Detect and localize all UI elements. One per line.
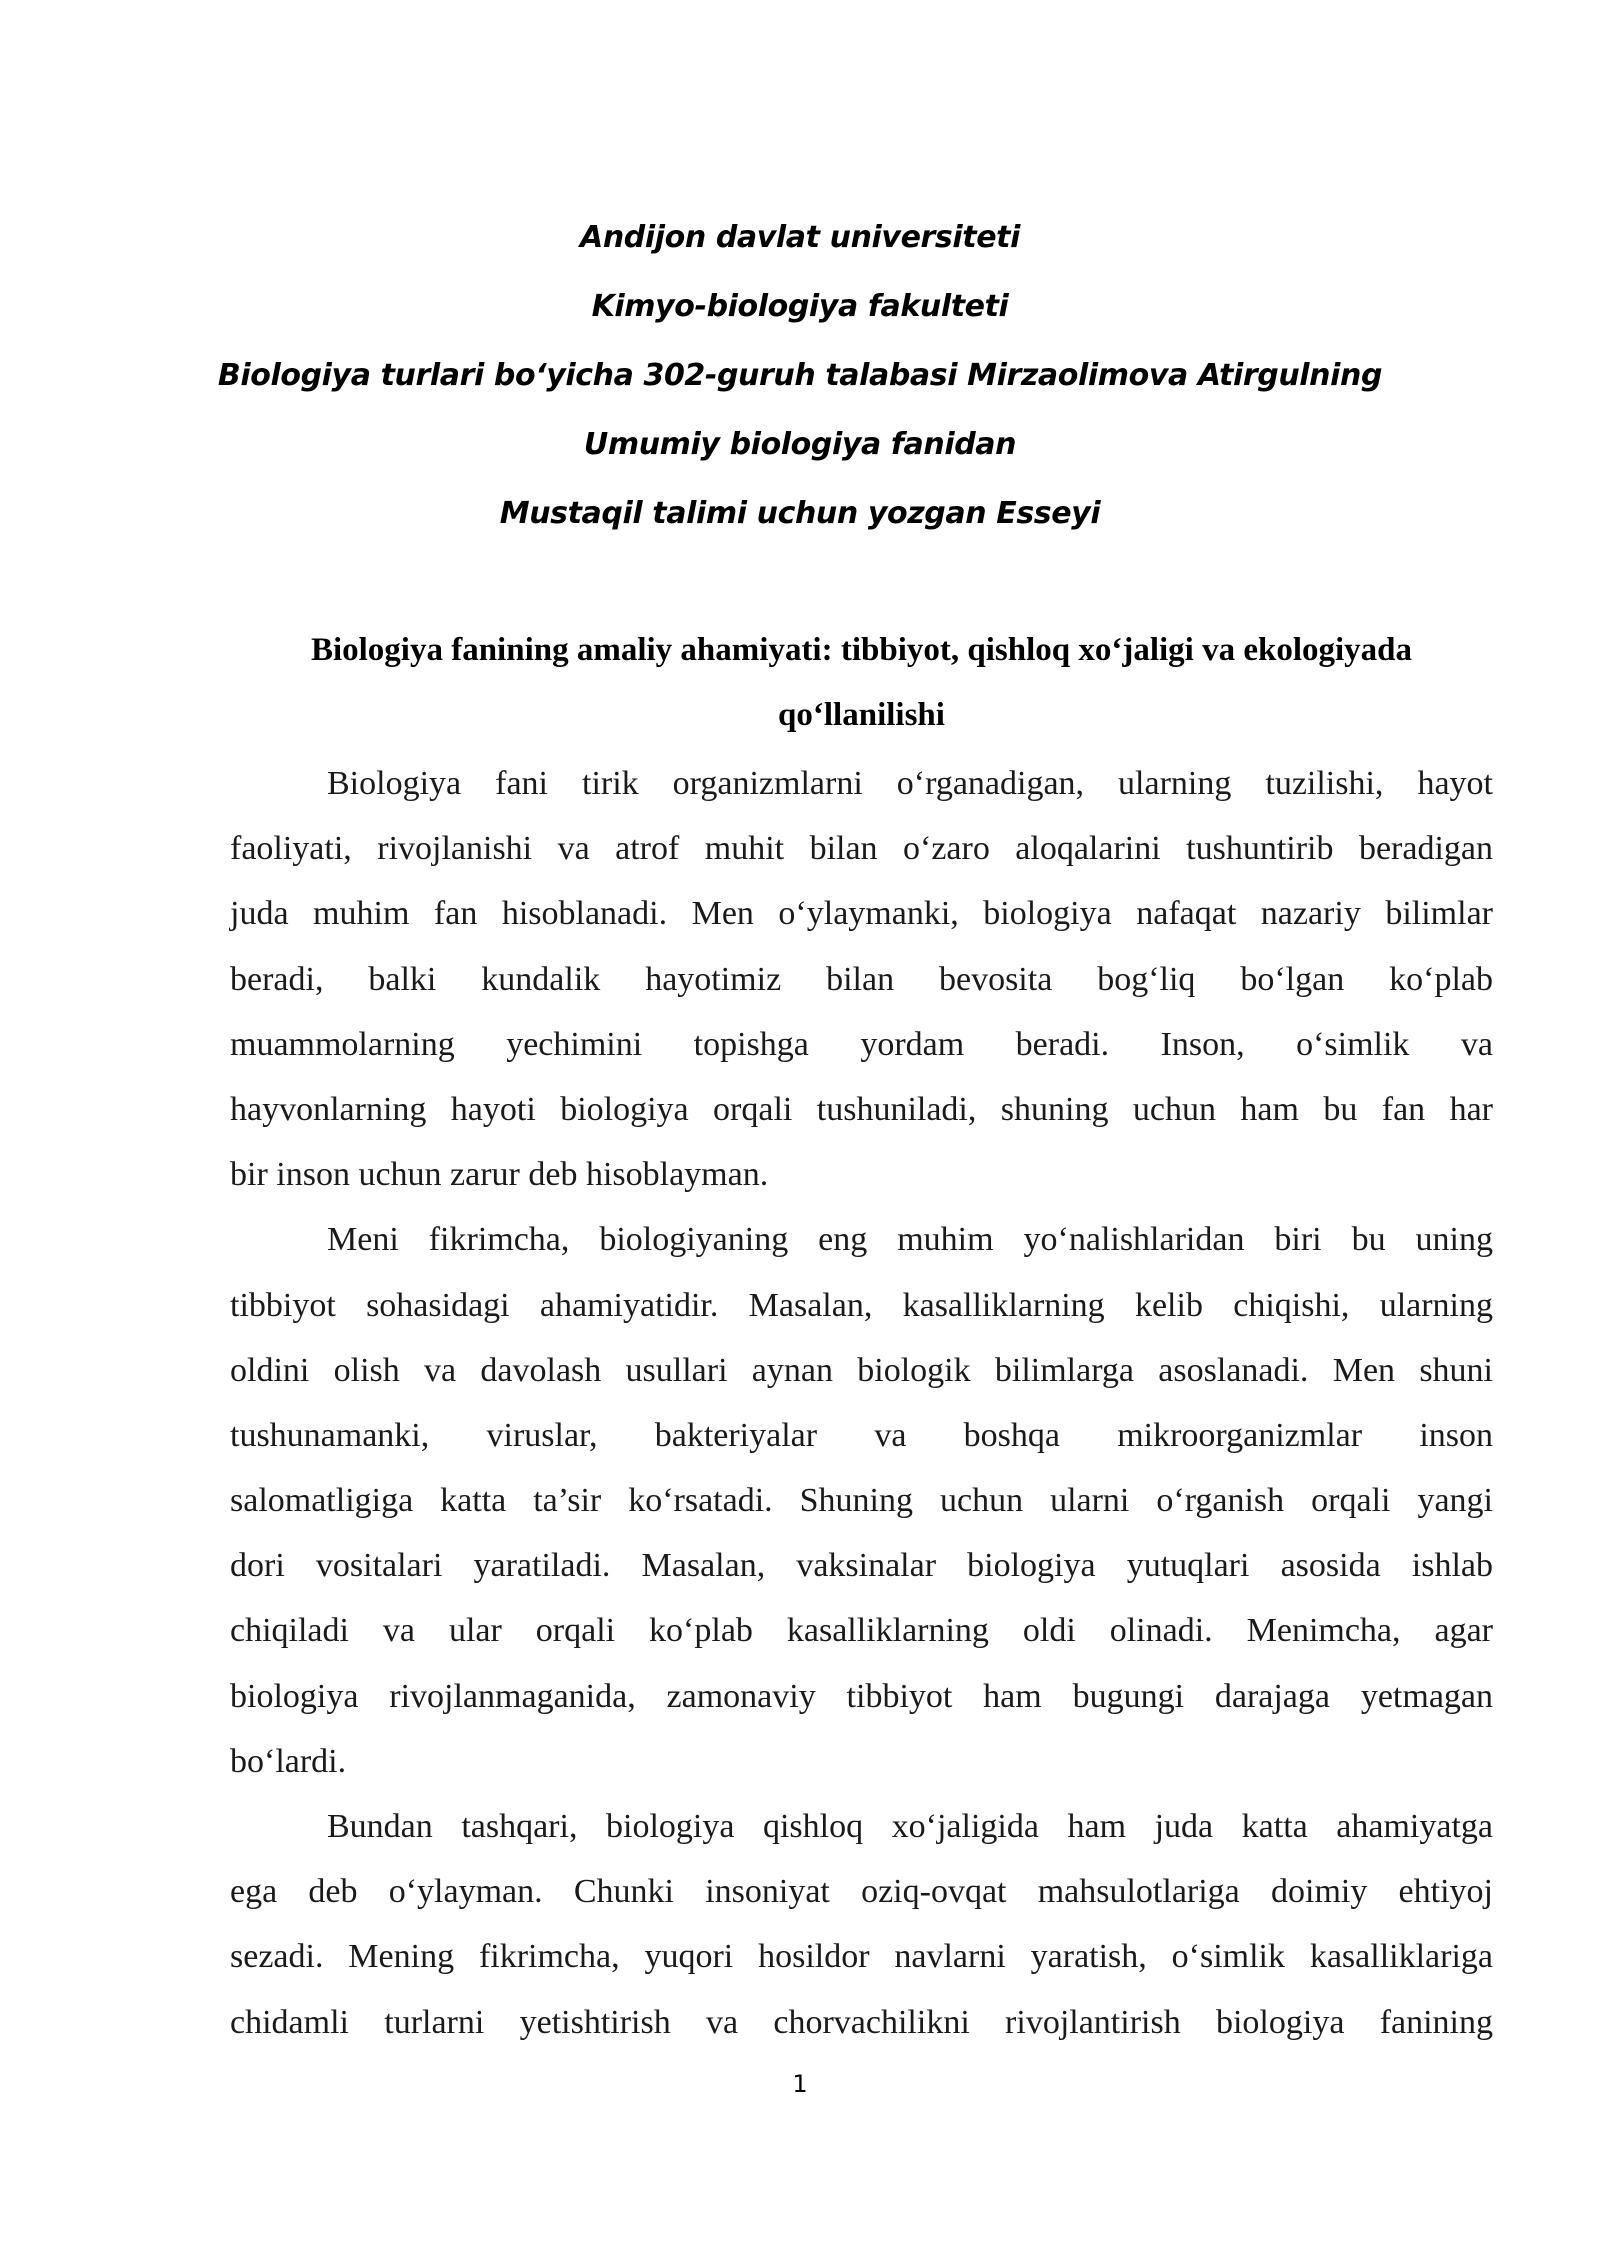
essay-title	[230, 626, 1493, 756]
text-line: dori vositalari yaratiladi. Masalan, vaksinalar biologiya yutuqlari asosida ishlab	[230, 1547, 1493, 1585]
essay-title-line: Biologiya fanining amaliy ahamiyati: tibbiyot, qishloq xo‘jaligi va ekologiyada	[310, 632, 1413, 668]
text-line: muammolarning yechimini topishga yordam beradi. Inson, o‘simlik va	[230, 1025, 1493, 1063]
text-line: juda muhim fan hisoblanadi. Men o‘ylaymanki, biologiya nafaqat nazariy bilimlar	[230, 895, 1493, 933]
essay-body	[230, 759, 1493, 2063]
paragraph-medicine	[230, 1215, 1493, 1802]
text-line: oldini olish va davolash usullari aynan biologik bilimlarga asoslanadi. Men shuni	[230, 1351, 1493, 1389]
text-line: chidamli turlarni yetishtirish va chorvachilikni rivojlantirish biologiya fanining	[230, 2003, 1493, 2041]
assignment-type: Mustaqil talimi uchun yozgan Esseyi	[499, 496, 1101, 531]
text-line: salomatligiga katta ta’sir ko‘rsatadi. Shuning uchun ularni o‘rganish orqali yangi	[230, 1482, 1493, 1520]
text-line: hayvonlarning hayoti biologiya orqali tushuniladi, shuning uchun ham bu fan har	[230, 1090, 1493, 1128]
page-number: 1	[792, 2070, 808, 2098]
subject-name: Umumiy biologiya fanidan	[583, 427, 1017, 462]
text-line: sezadi. Mening fikrimcha, yuqori hosildor navlarni yaratish, o‘simlik kasalliklariga	[230, 1938, 1493, 1976]
text-line: Bundan tashqari, biologiya qishloq xo‘jaligida ham juda katta ahamiyatga	[327, 1808, 1493, 1845]
paragraph-intro	[230, 759, 1493, 1215]
essay-title-line: qo‘llanilishi	[778, 697, 945, 733]
paragraph-agriculture	[230, 1802, 1493, 2063]
text-line: ega deb o‘ylayman. Chunki insoniyat oziq-ovqat mahsulotlariga doimiy ehtiyoj	[230, 1873, 1493, 1911]
student-info: Biologiya turlari bo‘yicha 302-guruh talabasi Mirzaolimova Atirgulning	[217, 358, 1383, 393]
text-line: Meni fikrimcha, biologiyaning eng muhim yo‘nalishlaridan biri bu uning	[327, 1221, 1493, 1259]
text-line: tushunamanki, viruslar, bakteriyalar va boshqa mikroorganizmlar inson	[230, 1416, 1493, 1454]
text-line: faoliyati, rivojlanishi va atrof muhit bilan o‘zaro aloqalarini tushuntirib beradigan	[230, 830, 1493, 868]
text-line: chiqiladi va ular orqali ko‘plab kasalliklarning oldi olinadi. Menimcha, agar	[230, 1612, 1493, 1650]
text-line: bir inson uchun zarur deb hisoblayman.	[230, 1156, 769, 1194]
text-line: Biologiya fani tirik organizmlarni o‘rganadigan, ularning tuzilishi, hayot	[327, 765, 1493, 802]
essay-header	[0, 218, 1600, 563]
text-line: biologiya rivojlanmaganida, zamonaviy tibbiyot ham bugungi darajaga yetmagan	[230, 1677, 1493, 1715]
text-line: bo‘lardi.	[230, 1742, 347, 1780]
text-line: tibbiyot sohasidagi ahamiyatidir. Masalan, kasalliklarning kelib chiqishi, ularning	[230, 1286, 1493, 1324]
text-line: beradi, balki kundalik hayotimiz bilan bevosita bog‘liq bo‘lgan ko‘plab	[230, 960, 1493, 998]
university-name: Andijon davlat universiteti	[580, 220, 1020, 255]
faculty-name: Kimyo-biologiya fakulteti	[591, 289, 1009, 324]
